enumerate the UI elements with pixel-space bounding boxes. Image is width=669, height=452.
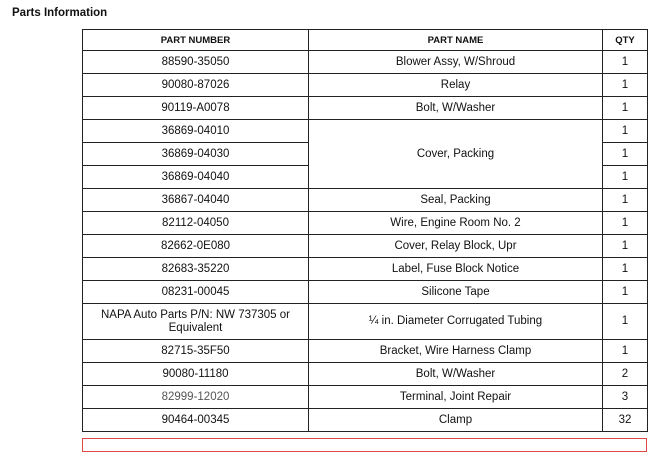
part-number-cell: 82715-35F50	[83, 340, 309, 363]
qty-cell: 1	[603, 281, 648, 304]
part-name-cell: Silicone Tape	[309, 281, 603, 304]
header-part-name: PART NAME	[309, 30, 603, 51]
part-name-cell: ¼ in. Diameter Corrugated Tubing	[309, 304, 603, 340]
table-row	[83, 212, 648, 235]
table-row	[83, 51, 648, 74]
qty-cell: 1	[603, 120, 648, 143]
part-number-cell: 90080-87026	[83, 74, 309, 97]
table-row	[83, 409, 648, 432]
part-name-cell: Seal, Packing	[309, 189, 603, 212]
part-name-cell: Cover, Packing	[309, 120, 603, 189]
table-row	[83, 258, 648, 281]
qty-cell: 1	[603, 258, 648, 281]
qty-cell: 2	[603, 363, 648, 386]
qty-cell: 1	[603, 340, 648, 363]
part-name-cell: Label, Fuse Block Notice	[309, 258, 603, 281]
table-row	[83, 120, 648, 143]
qty-cell: 1	[603, 51, 648, 74]
part-number-cell: 82683-35220	[83, 258, 309, 281]
section-title: Parts Information	[12, 7, 108, 19]
table-row	[83, 235, 648, 258]
qty-cell: 1	[603, 235, 648, 258]
part-name-cell: Blower Assy, W/Shroud	[309, 51, 603, 74]
table-row	[83, 97, 648, 120]
qty-cell: 32	[603, 409, 648, 432]
qty-cell: 1	[603, 97, 648, 120]
table-row	[83, 340, 648, 363]
part-number-cell: 90080-11180	[83, 363, 309, 386]
part-number-cell: 90119-A0078	[83, 97, 309, 120]
qty-cell: 1	[603, 212, 648, 235]
qty-cell: 1	[603, 189, 648, 212]
part-name-cell: Bracket, Wire Harness Clamp	[309, 340, 603, 363]
part-number-cell: NAPA Auto Parts P/N: NW 737305 or Equivalent	[83, 304, 309, 340]
part-name-cell: Cover, Relay Block, Upr	[309, 235, 603, 258]
part-number-cell: 82662-0E080	[83, 235, 309, 258]
header-part-number: PART NUMBER	[83, 30, 309, 51]
part-number-cell: 36869-04030	[83, 143, 309, 166]
qty-cell: 1	[603, 143, 648, 166]
table-header-row	[83, 30, 648, 51]
table-row	[83, 386, 648, 409]
part-number-cell: 36867-04040	[83, 189, 309, 212]
part-number-cell: 36869-04010	[83, 120, 309, 143]
part-name-cell: Clamp	[309, 409, 603, 432]
part-name-cell: Wire, Engine Room No. 2	[309, 212, 603, 235]
part-number-cell: 82999-12020	[83, 386, 309, 409]
warning-box	[82, 438, 647, 452]
table-row	[83, 281, 648, 304]
part-name-cell: Bolt, W/Washer	[309, 363, 603, 386]
qty-cell: 1	[603, 74, 648, 97]
qty-cell: 1	[603, 304, 648, 340]
part-name-cell: Bolt, W/Washer	[309, 97, 603, 120]
part-number-cell: 82112-04050	[83, 212, 309, 235]
table-row	[83, 74, 648, 97]
part-number-cell: 88590-35050	[83, 51, 309, 74]
part-number-cell: 90464-00345	[83, 409, 309, 432]
qty-cell: 3	[603, 386, 648, 409]
header-qty: QTY	[603, 30, 648, 51]
parts-table	[82, 29, 648, 432]
part-number-cell: 36869-04040	[83, 166, 309, 189]
part-name-cell: Relay	[309, 74, 603, 97]
part-name-cell: Terminal, Joint Repair	[309, 386, 603, 409]
table-row	[83, 189, 648, 212]
table-row	[83, 363, 648, 386]
part-number-cell: 08231-00045	[83, 281, 309, 304]
qty-cell: 1	[603, 166, 648, 189]
table-row	[83, 304, 648, 340]
